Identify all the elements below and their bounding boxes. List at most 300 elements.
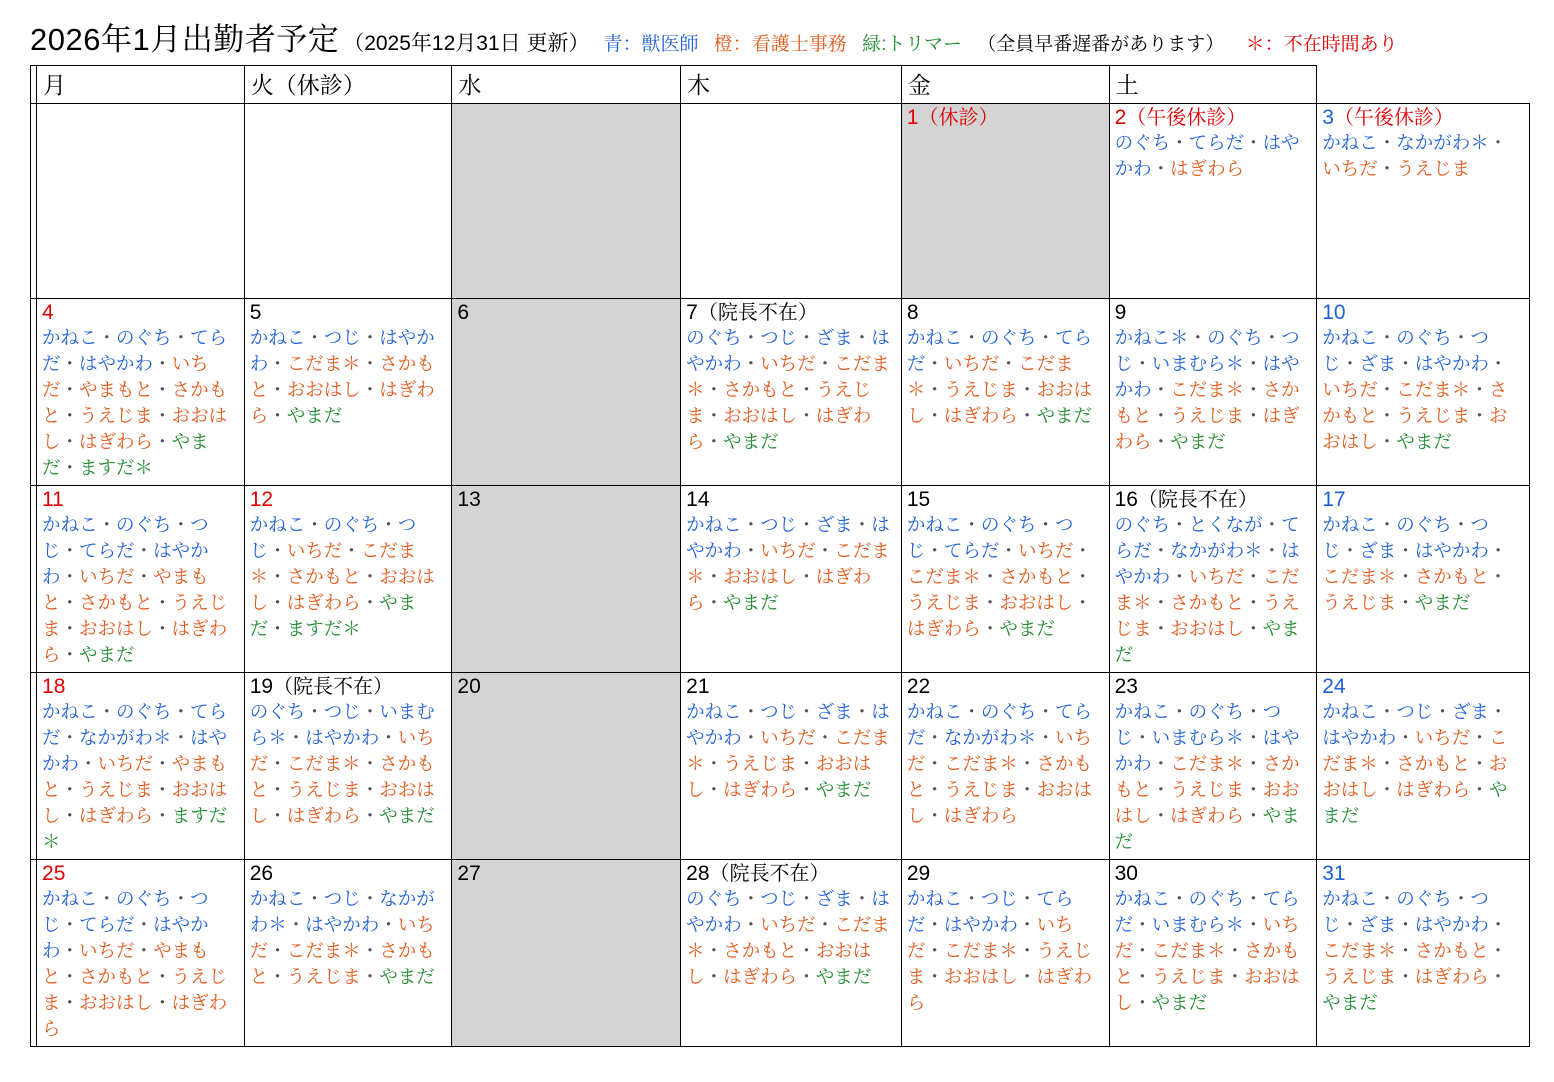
name-separator: ・ <box>741 726 761 748</box>
staff-name: やまだ <box>1170 430 1226 452</box>
staff-name: はぎわら <box>723 965 798 987</box>
name-separator: ・ <box>980 591 1000 613</box>
legend-nurse: 橙：看護士事務 <box>713 34 847 55</box>
calendar-week-row <box>31 860 1530 1047</box>
legend-asterisk: ＊：不在時間あり <box>1245 34 1398 55</box>
name-separator: ・ <box>1262 514 1282 536</box>
staff-name: つじ <box>42 514 209 561</box>
staff-list <box>681 324 901 454</box>
staff-name: さかもと <box>249 352 435 400</box>
name-separator: ・ <box>1470 752 1489 774</box>
staff-name: はぎわら <box>249 378 435 426</box>
staff-name: いちだ <box>1414 726 1471 748</box>
staff-name: かねこ <box>1322 514 1378 536</box>
staff-name: やまだ <box>42 430 209 478</box>
name-separator: ・ <box>153 430 172 452</box>
name-separator: ・ <box>797 778 816 800</box>
day-number: 25 <box>42 862 66 885</box>
name-separator: ・ <box>1244 726 1263 748</box>
staff-name: つじ <box>1322 327 1489 374</box>
day-number: 24 <box>1322 675 1346 698</box>
staff-name: うえじま <box>286 778 361 800</box>
staff-name: さかもと <box>723 378 798 400</box>
name-separator: ・ <box>1244 778 1263 800</box>
staff-name: おおはし <box>943 965 1018 987</box>
staff-name: いちだ <box>286 539 343 561</box>
day-number: 31 <box>1322 862 1346 885</box>
name-separator: ・ <box>999 539 1018 561</box>
name-separator: ・ <box>1451 888 1471 910</box>
staff-name: ますだ＊ <box>286 617 361 639</box>
name-separator: ・ <box>1396 965 1415 987</box>
staff-name: うえじま <box>1170 778 1245 800</box>
staff-name: のぐち <box>116 701 172 723</box>
staff-name: はぎわら <box>1396 778 1471 800</box>
staff-list <box>245 511 452 641</box>
name-separator: ・ <box>1036 701 1055 723</box>
day-number: 20 <box>457 675 481 698</box>
staff-name: はやかわ <box>686 888 890 935</box>
name-separator: ・ <box>925 726 944 748</box>
staff-name: はやかわ <box>1414 352 1489 374</box>
staff-list <box>245 885 452 990</box>
day-number: 1（休診） <box>906 106 999 129</box>
staff-name: いちだ <box>1322 378 1378 400</box>
name-separator: ・ <box>1377 778 1397 800</box>
staff-name: のぐち <box>980 701 1037 723</box>
name-separator: ・ <box>360 804 380 826</box>
staff-name: こだま＊ <box>1322 939 1397 961</box>
name-separator: ・ <box>1151 752 1171 774</box>
name-separator: ・ <box>79 752 98 774</box>
calendar-day-cell[interactable] <box>1317 673 1530 860</box>
name-separator: ・ <box>60 430 80 452</box>
name-separator: ・ <box>1244 804 1263 826</box>
name-separator: ・ <box>704 591 724 613</box>
update-date: （2025年12月31日 更新） <box>343 32 590 55</box>
name-separator: ・ <box>153 991 172 1013</box>
day-number <box>245 104 452 107</box>
name-separator: ・ <box>925 404 944 426</box>
staff-name: おおはし <box>723 565 798 587</box>
staff-name: ざま <box>815 327 853 349</box>
name-separator: ・ <box>97 514 117 536</box>
name-separator: ・ <box>268 378 287 400</box>
staff-name: てらだ <box>906 888 1074 935</box>
name-separator: ・ <box>60 565 80 587</box>
staff-name: つじ <box>760 327 798 349</box>
name-separator: ・ <box>268 404 287 426</box>
staff-name: うえじま <box>79 404 154 426</box>
staff-name: こだま＊ <box>943 752 1018 774</box>
day-number: 18 <box>42 675 66 698</box>
name-separator: ・ <box>1377 378 1397 400</box>
name-separator: ・ <box>1488 701 1508 723</box>
staff-name: かねこ <box>1114 701 1171 723</box>
staff-name: はぎわら <box>42 991 228 1039</box>
staff-name: こだま＊ <box>286 752 361 774</box>
calendar-day-cell[interactable] <box>1109 299 1317 486</box>
calendar-day-cell[interactable] <box>37 673 245 860</box>
staff-name: いちだ <box>249 913 435 961</box>
staff-name: いちだ <box>943 352 1000 374</box>
name-separator: ・ <box>925 939 944 961</box>
staff-name: うえじま <box>286 965 361 987</box>
day-number: 17 <box>1322 488 1346 511</box>
name-separator: ・ <box>797 939 816 961</box>
name-separator: ・ <box>171 514 191 536</box>
day-number: 27 <box>457 862 481 885</box>
name-separator: ・ <box>704 778 724 800</box>
staff-name: やまだ <box>723 430 779 452</box>
calendar-day-cell[interactable] <box>901 299 1109 486</box>
calendar-day-cell[interactable] <box>244 299 452 486</box>
name-separator: ・ <box>1073 539 1092 561</box>
name-separator: ・ <box>741 352 761 374</box>
name-separator: ・ <box>852 514 872 536</box>
staff-name: うえじま <box>79 778 154 800</box>
staff-name: のぐち <box>116 514 172 536</box>
name-separator: ・ <box>1151 378 1171 400</box>
staff-name: てらだ <box>1188 132 1245 154</box>
staff-name: うえじま <box>1114 591 1300 639</box>
staff-name: おおはし <box>79 617 154 639</box>
staff-name: つじ <box>323 888 361 910</box>
calendar-day-cell[interactable] <box>37 860 245 1047</box>
staff-list <box>1110 324 1317 454</box>
calendar-day-cell[interactable] <box>1317 299 1530 486</box>
staff-list <box>1110 698 1317 854</box>
staff-name: うえじま <box>42 591 228 639</box>
name-separator: ・ <box>1170 132 1189 154</box>
staff-name: はやかわ <box>1414 913 1489 935</box>
staff-name: やまだ <box>723 591 779 613</box>
name-separator: ・ <box>1244 404 1263 426</box>
name-separator: ・ <box>153 752 172 774</box>
name-separator: ・ <box>1244 752 1263 774</box>
weekday-thu: 木 <box>681 66 902 104</box>
staff-name: やまだ <box>999 617 1055 639</box>
day-number <box>681 104 901 107</box>
calendar-day-cell[interactable] <box>1317 104 1530 299</box>
name-separator: ・ <box>379 726 398 748</box>
name-separator: ・ <box>1244 913 1263 935</box>
name-separator: ・ <box>360 778 380 800</box>
weekday-sat: 土 <box>1109 66 1317 104</box>
staff-name: いちだ <box>79 565 135 587</box>
name-separator: ・ <box>797 752 816 774</box>
name-separator: ・ <box>1170 701 1189 723</box>
day-note: （院長不在） <box>1137 489 1258 511</box>
name-separator: ・ <box>1488 352 1508 374</box>
staff-name: こだま＊ <box>686 352 890 400</box>
name-separator: ・ <box>741 701 761 723</box>
name-separator: ・ <box>1244 378 1263 400</box>
name-separator: ・ <box>379 514 398 536</box>
day-number: 26 <box>249 862 274 885</box>
name-separator: ・ <box>962 514 981 536</box>
name-separator: ・ <box>1151 804 1171 826</box>
name-separator: ・ <box>1017 913 1037 935</box>
staff-list <box>1110 511 1317 667</box>
name-separator: ・ <box>704 404 724 426</box>
staff-name: つじ <box>1114 701 1282 748</box>
name-separator: ・ <box>1262 327 1282 349</box>
name-separator: ・ <box>925 378 944 400</box>
name-separator: ・ <box>962 888 981 910</box>
staff-list <box>1317 324 1529 454</box>
name-separator: ・ <box>171 726 191 748</box>
staff-list <box>245 324 452 429</box>
staff-name: はぎわら <box>943 404 1018 426</box>
staff-name: いまむら＊ <box>1151 726 1245 748</box>
calendar-day-cell[interactable] <box>452 673 681 860</box>
staff-name: てらだ <box>906 327 1092 374</box>
staff-name: はぎわら <box>1414 965 1489 987</box>
name-separator: ・ <box>97 888 117 910</box>
name-separator: ・ <box>360 965 380 987</box>
staff-name: いちだ <box>1322 157 1378 179</box>
staff-list <box>681 885 901 990</box>
staff-name: いちだ <box>760 352 816 374</box>
staff-name: のぐち <box>1114 132 1171 154</box>
staff-name: さかもと <box>1114 752 1300 800</box>
calendar-day-cell[interactable] <box>681 104 902 299</box>
name-separator: ・ <box>360 591 380 613</box>
staff-name: はやかわ <box>42 913 209 961</box>
name-separator: ・ <box>153 591 172 613</box>
staff-name: はぎわら <box>79 430 154 452</box>
calendar-day-cell[interactable] <box>681 673 902 860</box>
calendar-day-cell[interactable] <box>1317 486 1530 673</box>
staff-name: おおはし <box>906 778 1092 826</box>
name-separator: ・ <box>1017 778 1037 800</box>
staff-name: うえじま <box>686 378 872 426</box>
staff-name: やまだ <box>379 965 435 987</box>
name-separator: ・ <box>153 378 172 400</box>
staff-name: いちだ <box>249 726 435 774</box>
name-separator: ・ <box>1377 752 1397 774</box>
name-separator: ・ <box>268 804 287 826</box>
name-separator: ・ <box>379 913 398 935</box>
staff-name: いちだ <box>1114 913 1300 961</box>
day-note: （休診） <box>918 107 999 129</box>
staff-name: てらだ <box>906 701 1092 748</box>
staff-name: さかもと <box>42 378 228 426</box>
day-number: 4 <box>42 301 54 324</box>
staff-name: なかがわ＊ <box>943 726 1037 748</box>
staff-name: うえじま <box>1322 965 1397 987</box>
name-separator: ・ <box>97 327 117 349</box>
calendar-day-cell[interactable] <box>1109 104 1317 299</box>
staff-name: こだま＊ <box>1322 726 1508 774</box>
staff-list <box>902 885 1109 1015</box>
name-separator: ・ <box>286 726 306 748</box>
day-number: 29 <box>906 862 931 885</box>
name-separator: ・ <box>1396 539 1415 561</box>
calendar-day-cell[interactable] <box>1317 860 1530 1047</box>
staff-list <box>1317 129 1529 182</box>
calendar-day-cell[interactable] <box>452 299 681 486</box>
staff-list <box>1317 885 1529 1015</box>
name-separator: ・ <box>925 913 944 935</box>
name-separator: ・ <box>925 778 944 800</box>
name-separator: ・ <box>268 591 287 613</box>
calendar-day-cell[interactable] <box>452 104 681 299</box>
name-separator: ・ <box>60 378 80 400</box>
staff-name: おおはし <box>42 404 228 452</box>
staff-name: かねこ <box>906 701 963 723</box>
staff-name: つじ <box>906 514 1074 561</box>
name-separator: ・ <box>1017 378 1037 400</box>
name-separator: ・ <box>815 539 835 561</box>
staff-name: のぐち <box>116 888 172 910</box>
calendar-day-cell[interactable] <box>901 673 1109 860</box>
staff-name: やまだ <box>1036 404 1092 426</box>
staff-name: こだま＊ <box>906 565 981 587</box>
staff-name: つじ <box>760 514 798 536</box>
name-separator: ・ <box>60 591 80 613</box>
staff-name: かねこ <box>1322 701 1378 723</box>
staff-name: はやかわ <box>686 327 890 374</box>
name-separator: ・ <box>1133 913 1152 935</box>
name-separator: ・ <box>852 888 872 910</box>
calendar-day-cell[interactable] <box>1109 673 1317 860</box>
name-separator: ・ <box>171 888 191 910</box>
staff-name: うえじま <box>943 378 1018 400</box>
staff-name: はやかわ <box>1114 726 1300 774</box>
staff-name: かねこ <box>686 701 742 723</box>
calendar-day-cell[interactable] <box>37 299 245 486</box>
calendar-day-cell[interactable] <box>244 860 452 1047</box>
name-separator: ・ <box>925 352 944 374</box>
staff-name: かねこ <box>42 701 98 723</box>
name-separator: ・ <box>153 965 172 987</box>
calendar-day-cell[interactable] <box>901 860 1109 1047</box>
day-number: 28（院長不在） <box>686 862 830 885</box>
staff-name: やまだ <box>379 804 435 826</box>
staff-name: やまもと <box>42 752 228 800</box>
staff-name: やまだ <box>1114 804 1300 852</box>
name-separator: ・ <box>1133 352 1152 374</box>
calendar-day-cell[interactable] <box>1109 486 1317 673</box>
name-separator: ・ <box>134 539 154 561</box>
calendar-day-cell[interactable] <box>1109 860 1317 1047</box>
staff-name: さかもと <box>249 939 435 987</box>
staff-name: かねこ <box>686 514 742 536</box>
name-separator: ・ <box>360 352 380 374</box>
staff-name: うえじま <box>906 591 981 613</box>
day-number: 14 <box>686 488 710 511</box>
name-separator: ・ <box>134 565 154 587</box>
staff-name: つじ <box>323 327 361 349</box>
staff-name: かねこ <box>906 888 963 910</box>
calendar-day-cell[interactable] <box>452 486 681 673</box>
calendar-day-cell[interactable] <box>452 860 681 1047</box>
staff-name: つじ <box>980 888 1018 910</box>
staff-name: てらだ <box>42 701 228 748</box>
legend-note: （全員早番遅番があります） <box>977 34 1225 55</box>
name-separator: ・ <box>1017 404 1037 426</box>
staff-name: つじ <box>1322 888 1489 935</box>
calendar-day-cell[interactable] <box>37 104 245 299</box>
name-separator: ・ <box>1151 430 1171 452</box>
staff-name: いまむら＊ <box>1151 913 1245 935</box>
staff-name: やまだ <box>815 965 872 987</box>
day-note: （午後休診） <box>1126 107 1247 129</box>
page-title: 2026年1月出勤者予定 <box>30 22 340 57</box>
staff-name: のぐち <box>1114 514 1171 536</box>
staff-name: こだま＊ <box>286 939 361 961</box>
staff-name: やまだ <box>1414 591 1471 613</box>
calendar-day-cell[interactable] <box>901 486 1109 673</box>
calendar-day-cell[interactable] <box>681 860 902 1047</box>
name-separator: ・ <box>360 327 380 349</box>
staff-name: こだま＊ <box>1114 565 1300 613</box>
staff-list <box>1317 511 1529 616</box>
name-separator: ・ <box>1244 565 1263 587</box>
staff-name: さかもと <box>1396 752 1471 774</box>
staff-name: やまだ <box>815 778 872 800</box>
name-separator: ・ <box>1133 965 1152 987</box>
day-number: 9 <box>1114 301 1127 324</box>
name-separator: ・ <box>1133 726 1152 748</box>
staff-name: はぎわら <box>286 804 361 826</box>
calendar-day-cell[interactable] <box>244 673 452 860</box>
staff-name: やまもと <box>79 378 154 400</box>
name-separator: ・ <box>60 804 80 826</box>
name-separator: ・ <box>268 939 287 961</box>
name-separator: ・ <box>60 352 80 374</box>
staff-name: おおはし <box>1114 778 1300 826</box>
name-separator: ・ <box>1488 132 1508 154</box>
name-separator: ・ <box>1377 888 1397 910</box>
staff-name: おおはし <box>723 404 798 426</box>
staff-name: こだま＊ <box>906 352 1074 400</box>
calendar-day-cell[interactable] <box>901 104 1109 299</box>
staff-name: かねこ <box>42 888 98 910</box>
calendar-day-cell[interactable] <box>244 104 452 299</box>
name-separator: ・ <box>704 965 724 987</box>
name-separator: ・ <box>60 913 80 935</box>
staff-name: なかがわ＊ <box>1170 539 1263 561</box>
staff-name: いちだ <box>760 913 816 935</box>
staff-list <box>681 698 901 803</box>
name-separator: ・ <box>1151 617 1171 639</box>
calendar-day-cell[interactable] <box>681 486 902 673</box>
name-separator: ・ <box>1396 565 1415 587</box>
name-separator: ・ <box>1451 327 1471 349</box>
name-separator: ・ <box>1377 430 1397 452</box>
name-separator: ・ <box>342 539 361 561</box>
staff-name: うえじま <box>1170 404 1245 426</box>
weekday-fri: 金 <box>901 66 1109 104</box>
staff-list <box>902 698 1109 828</box>
calendar-day-cell[interactable] <box>681 299 902 486</box>
staff-name: さかもと <box>79 965 154 987</box>
staff-name: うえじま <box>1396 157 1471 179</box>
name-separator: ・ <box>1262 539 1282 561</box>
staff-name: ざま <box>1359 913 1397 935</box>
staff-name: とくなが <box>1188 514 1263 536</box>
name-separator: ・ <box>1244 132 1263 154</box>
calendar-day-cell[interactable] <box>244 486 452 673</box>
staff-name: はやかわ <box>686 701 890 748</box>
staff-name: かねこ <box>1322 132 1378 154</box>
calendar-day-cell[interactable] <box>37 486 245 673</box>
day-number: 22 <box>906 675 931 698</box>
staff-name: さかもと <box>249 752 435 800</box>
